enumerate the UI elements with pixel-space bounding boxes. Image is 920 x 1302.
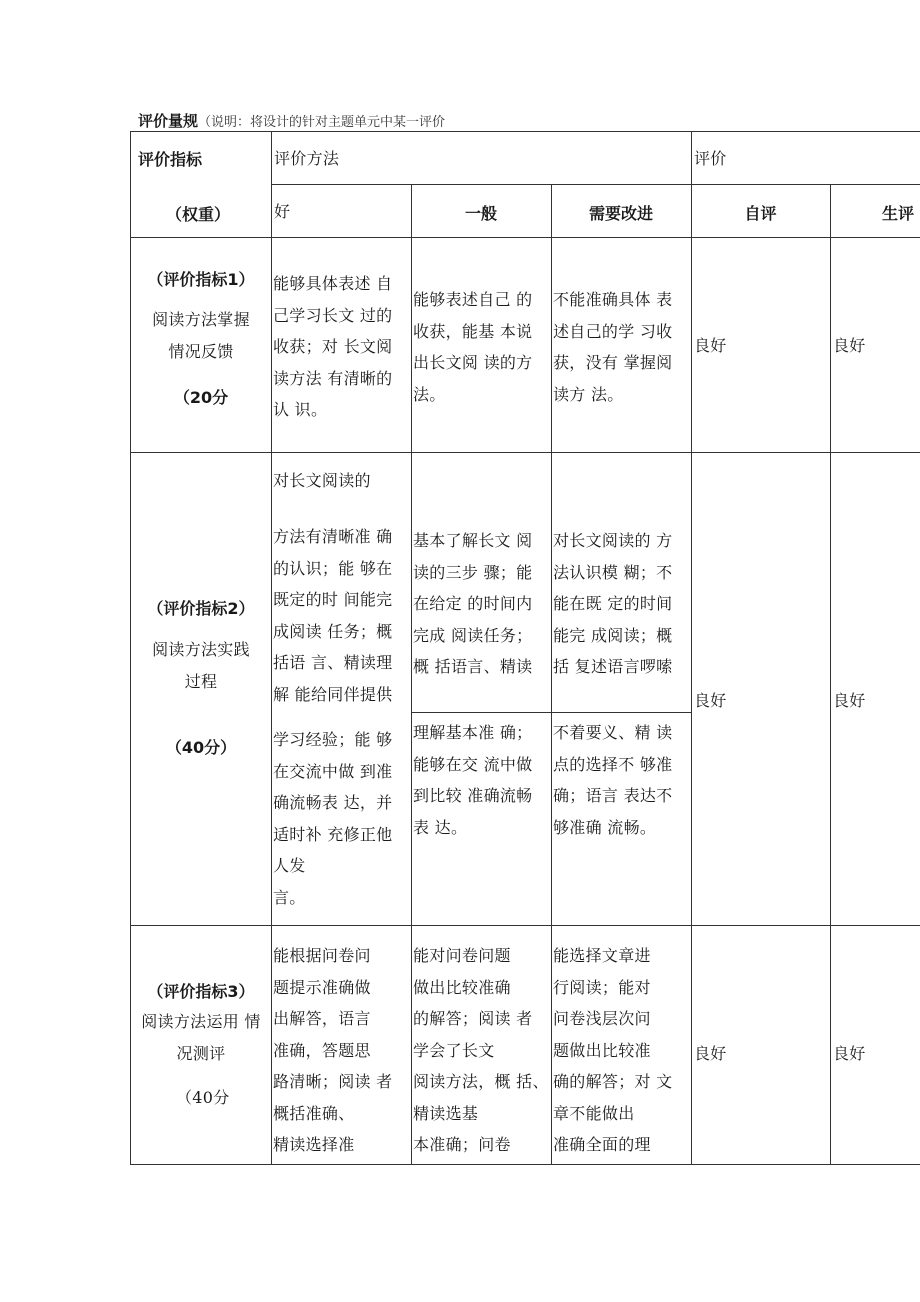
table-border-row2-bottom <box>130 925 920 926</box>
header-method: 评价方法 <box>274 149 340 168</box>
row3-average: 能对问卷问题 做出比较准确 的解答；阅读 者 学会了长文 阅读方法，概 括、 精读选基 本准确；问卷 <box>413 946 549 1154</box>
row3-self: 良好 <box>694 1044 727 1063</box>
row2-indicator-name: 阅读方法实践 过程 <box>152 640 250 691</box>
row2-average-extra: 理解基本准 确； 能够在交 流中做 到比较 准确流畅 表 达。 <box>413 723 533 837</box>
row2-improve-extra: 不着要义、精 读 点的选择不 够准 确；语言 表达不 够准确 流畅。 <box>553 723 673 837</box>
row3-indicator-name: 阅读方法运用 情 况测评 <box>141 1012 261 1063</box>
row1-indicator-name: 阅读方法掌握 情况反馈 <box>152 310 250 361</box>
table-border-col3 <box>551 184 552 1165</box>
rubric-title: 评价量规 <box>138 112 199 130</box>
row3-weight: （40分 <box>176 1088 230 1107</box>
table-border-col4 <box>691 131 692 1165</box>
rubric-caption <box>138 110 445 131</box>
table-border-col5 <box>830 184 831 1165</box>
header-indicator: 评价指标 <box>138 150 203 169</box>
row3-student: 良好 <box>833 1044 866 1063</box>
header-student: 生评 <box>882 204 915 223</box>
row2-student: 良好 <box>833 691 866 710</box>
header-improve: 需要改进 <box>588 204 653 223</box>
header-self: 自评 <box>744 204 777 223</box>
table-border-top <box>130 131 920 132</box>
row1-improve: 不能准确具体 表 述自己的学 习收 获，没有 掌握阅 读方 法。 <box>553 290 673 404</box>
row1-average: 能够表述自己 的 收获，能基 本说 出长文阅 读的方 法。 <box>413 290 533 404</box>
row1-weight: （20分 <box>173 388 229 407</box>
row1-indicator-title: （评价指标1） <box>147 270 255 289</box>
row2-weight: （40分） <box>165 738 237 757</box>
row1-good: 能够具体表述 自 己学习长文 过的 收获；对 长文阅 读方法 有清晰的 认 识。 <box>273 274 393 419</box>
row2-indicator-title: （评价指标2） <box>147 599 255 618</box>
table-border-col1 <box>271 131 272 1165</box>
rubric-note: （说明：将设计的针对主题单元中某一评价 <box>198 115 446 130</box>
table-border-col2 <box>411 184 412 1165</box>
row2-good-main: 方法有清晰准 确 的认识；能 够在 既定的时 间能完 成阅读 任务；概 括语 言、精读理 解 能给同伴提供 <box>273 527 393 704</box>
row1-self: 良好 <box>694 336 727 355</box>
row2-self: 良好 <box>694 691 727 710</box>
table-border-bottom <box>130 1164 920 1165</box>
row3-indicator-title: （评价指标3） <box>147 982 255 1001</box>
table-border-row1-bottom <box>130 452 920 453</box>
row2-improve-main: 对长文阅读的 方 法认识模 糊；不 能在既 定的时间 能完 成阅读；概 括 复述语言啰嗦 <box>553 531 673 676</box>
row3-good: 能根据问卷问 题提示准确做 出解答，语言 准确，答题思 路清晰；阅读 者 概括准确、 精读选择准 <box>273 946 393 1154</box>
header-average: 一般 <box>464 204 497 223</box>
table-border-header-split <box>271 184 920 185</box>
row3-improve: 能选择文章进 行阅读；能对 问卷浅层次问 题做出比较准 确的解答；对 文 章不能做出 准确全面的理 <box>553 946 673 1154</box>
row2-good-extra: 学习经验；能 够 在交流中做 到准 确流畅表 达，并 适时补 充修正他 人发 言。 <box>273 730 393 907</box>
row2-good-intro: 对长文阅读的 <box>273 471 371 490</box>
table-border-header-bottom <box>130 237 920 238</box>
header-weight: （权重） <box>166 205 231 224</box>
header-evaluation: 评价 <box>694 149 727 168</box>
row1-student: 良好 <box>833 336 866 355</box>
row2-average-main: 基本了解长文 阅 读的三步 骤；能 在给定 的时间内 完成 阅读任务； 概 括语言、精读 <box>413 531 533 676</box>
header-good: 好 <box>274 202 291 221</box>
